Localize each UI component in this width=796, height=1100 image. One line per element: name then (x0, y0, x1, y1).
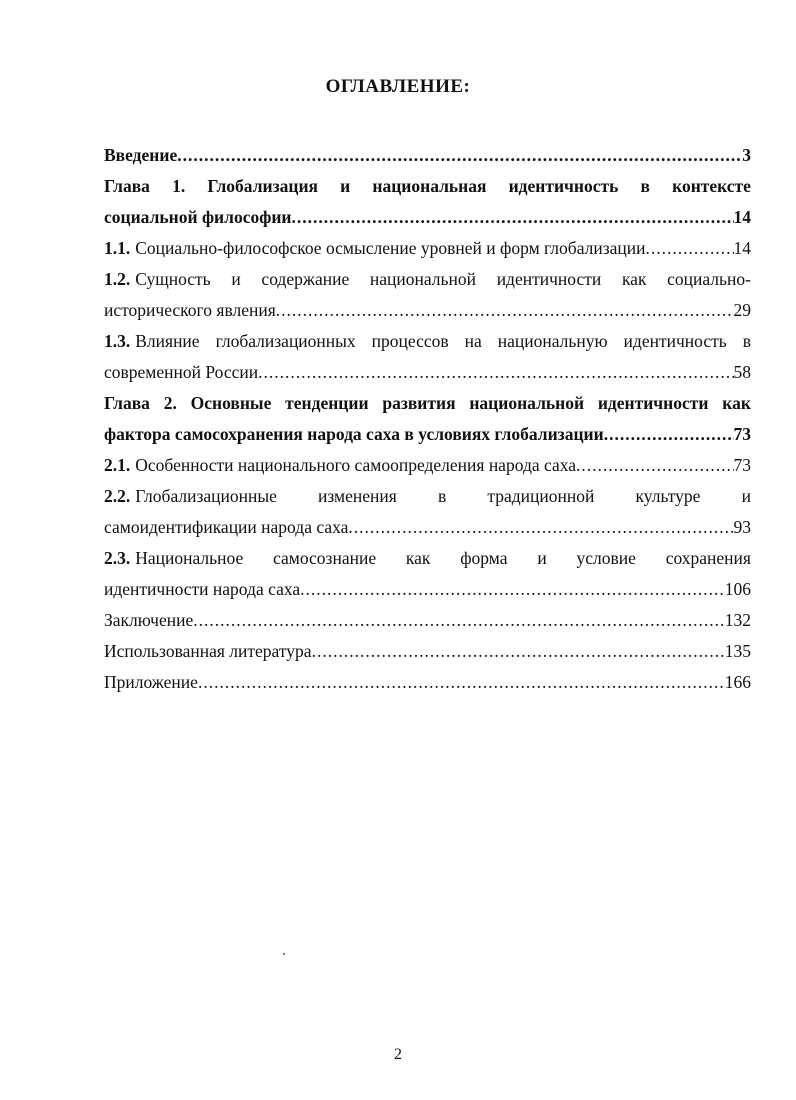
toc-title: ОГЛАВЛЕНИЕ: (325, 76, 471, 97)
toc-entry-section-2-2-line1[interactable] (104, 481, 751, 512)
word: 2. (163, 393, 177, 413)
toc-entry-section-1-3-line2[interactable] (104, 357, 751, 388)
word: в (742, 331, 751, 351)
dot-leader (576, 450, 733, 481)
word: социально- (667, 269, 751, 289)
toc-entry-section-1-3-line1[interactable] (104, 326, 751, 357)
entry-label: Введение (104, 145, 178, 165)
word: условие (576, 548, 636, 568)
word: Национальное (135, 548, 244, 568)
word: содержание (261, 269, 350, 289)
word: традиционной (487, 486, 595, 506)
toc-entry-introduction[interactable] (104, 140, 751, 171)
toc-entry-section-2-1[interactable] (104, 450, 751, 481)
word: и (537, 548, 547, 568)
section-number: 1.1. (104, 238, 131, 258)
dot-leader (198, 667, 725, 698)
word: глобализационных (215, 331, 356, 351)
word: Основные (190, 393, 272, 413)
word: развития (382, 393, 456, 413)
entry-label: идентичности народа саха (104, 579, 301, 599)
toc-entry-literature[interactable] (104, 636, 751, 667)
word: и (340, 176, 351, 196)
word: контексте (672, 176, 751, 196)
toc-entry-section-1-1[interactable] (104, 233, 751, 264)
word: процессов (371, 331, 449, 351)
word: Глобализация (207, 176, 319, 196)
toc-entry-chapter-2-line1[interactable] (104, 388, 751, 419)
entry-page: 93 (733, 517, 751, 537)
entry-page: 166 (724, 672, 751, 692)
entry-label: Использованная литература (104, 641, 312, 661)
word: Влияние (135, 331, 200, 351)
toc-entry-section-2-3-line1[interactable] (104, 543, 751, 574)
toc-entry-section-1-2-line2[interactable] (104, 295, 751, 326)
word: национальную (497, 331, 608, 351)
entry-page: 14 (733, 207, 751, 227)
table-of-contents (104, 140, 751, 698)
dot-leader (258, 357, 733, 388)
word: как (405, 548, 431, 568)
entry-label: фактора самосохранения народа саха в условиях глобализации (104, 424, 604, 444)
word: на (464, 331, 482, 351)
toc-entry-chapter-1-line1[interactable] (104, 171, 751, 202)
entry-label: социальной философии (104, 207, 292, 227)
word: и (741, 486, 751, 506)
word: культуре (635, 486, 701, 506)
section-number: 1.2. (104, 269, 131, 289)
entry-label: самоидентификации народа саха (104, 517, 349, 537)
entry-page: 73 (733, 424, 751, 444)
word: тенденции (285, 393, 369, 413)
entry-label: Приложение (104, 672, 198, 692)
toc-entry-section-2-2-line2[interactable] (104, 512, 751, 543)
dot-leader (292, 202, 734, 233)
toc-entry-chapter-1-line2[interactable] (104, 202, 751, 233)
stray-dot (283, 953, 285, 955)
entry-label: исторического явления (104, 300, 276, 320)
dot-leader (646, 233, 734, 264)
dot-leader (177, 140, 742, 171)
entry-page: 73 (733, 455, 751, 475)
word: и (231, 269, 241, 289)
entry-page: 14 (733, 238, 751, 258)
toc-entry-appendix[interactable] (104, 667, 751, 698)
entry-page: 135 (724, 641, 751, 661)
word: Глава (104, 393, 150, 413)
word: национальной (369, 269, 476, 289)
entry-page: 106 (724, 579, 751, 599)
word: самосознание (273, 548, 377, 568)
word: в (437, 486, 447, 506)
entry-page: 29 (733, 300, 751, 320)
dot-leader (604, 419, 734, 450)
entry-page: 58 (733, 362, 751, 382)
word: 1. (172, 176, 186, 196)
dot-leader (193, 605, 725, 636)
word: национальной (469, 393, 585, 413)
word: изменения (318, 486, 397, 506)
word: форма (460, 548, 508, 568)
section-number: 1.3. (104, 331, 131, 351)
word: национальная (372, 176, 487, 196)
section-number: 2.1. (104, 455, 131, 475)
toc-entry-section-2-3-line2[interactable] (104, 574, 751, 605)
dot-leader (276, 295, 734, 326)
toc-entry-section-1-2-line1[interactable] (104, 264, 751, 295)
word: Глобализационные (135, 486, 277, 506)
section-number: 2.3. (104, 548, 131, 568)
page-number: 2 (394, 1046, 402, 1063)
word: сохранения (665, 548, 751, 568)
entry-label: Особенности национального самоопределения народа саха (135, 455, 577, 475)
toc-entry-chapter-2-line2[interactable] (104, 419, 751, 450)
dot-leader (348, 512, 733, 543)
dot-leader (300, 574, 725, 605)
section-number: 2.2. (104, 486, 131, 506)
entry-page: 132 (724, 610, 751, 630)
word: идентичности (496, 269, 602, 289)
entry-label: Заключение (104, 610, 194, 630)
word: Сущность (135, 269, 211, 289)
toc-entry-conclusion[interactable] (104, 605, 751, 636)
word: как (621, 269, 647, 289)
word: в (640, 176, 650, 196)
entry-page: 3 (742, 145, 751, 165)
word: идентичности (597, 393, 709, 413)
entry-label: современной России (104, 362, 259, 382)
entry-label: Социально-философское осмысление уровней и форм глобализации (135, 238, 646, 258)
word: идентичность (623, 331, 727, 351)
word: идентичность (508, 176, 619, 196)
word: как (722, 393, 751, 413)
word: Глава (104, 176, 150, 196)
dot-leader (312, 636, 725, 667)
